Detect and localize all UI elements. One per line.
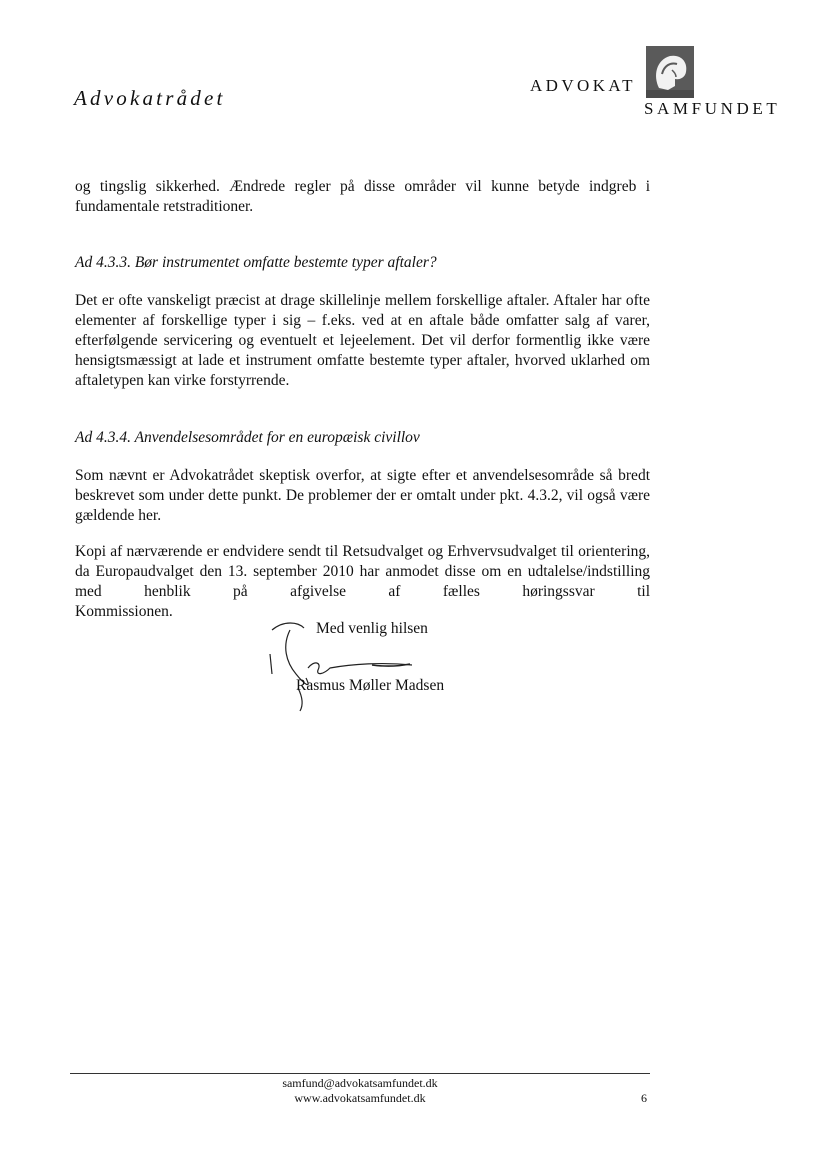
logo-word-samfundet: SAMFUNDET [644,99,781,118]
footer-website-link[interactable]: www.advokatsamfundet.dk [294,1091,426,1105]
section-paragraph-4-3-4: Som nævnt er Advokatrådet skeptisk overfor, at sigte efter et anvendelsesområde så bredt beskrevet som under dette punkt. De problemer der er omtalt under pkt. 4.3.2, vil også være gældende her. [75,467,650,524]
intro-paragraph: og tingslig sikkerhed. Ændrede regler på disse områder vil kunne betyde indgreb i fundamentale retstraditioner. [75,178,650,215]
logo-word-advokat: ADVOKAT [530,76,636,95]
page-number: 6 [641,1091,647,1105]
section-heading-4-3-4: Ad 4.3.4. Anvendelsesområdet for en europæisk civillov [75,429,420,446]
footer-divider [70,1073,650,1074]
footer-email-link[interactable]: samfund@advokatsamfundet.dk [282,1076,438,1090]
copy-paragraph-end: Kommissionen. [75,603,173,620]
closing-greeting: Med venlig hilsen [316,620,428,637]
helmet-emblem-icon [646,46,694,98]
signer-name: Rasmus Møller Madsen [296,677,445,694]
header-title: Advokatrådet [74,86,226,110]
advokatsamfundet-logo [530,46,800,126]
section-heading-4-3-3: Ad 4.3.3. Bør instrumentet omfatte bestemte typer aftaler? [75,254,437,271]
section-paragraph-4-3-3: Det er ofte vanskeligt præcist at drage skillelinje mellem forskellige aftaler. Aftaler har ofte elementer af forskellige typer i sig – f.eks. ved at en aftale både omfatter salg af varer, efterfølgende servicering og eventuelt et lejeelement. Det vil derfor formentlig ikke være hensigtsmæssigt at lade et instrument omfatte bestemte typer aftaler, hvorved uklarhed om aftaletypen kan virke forstyrrende. [75,292,650,389]
copy-paragraph [75,542,650,622]
copy-paragraph-main: Kopi af nærværende er endvidere sendt til Retsudvalget og Erhvervsudvalget til orientering, da Europaudvalget den 13. september 2010 har anmodet disse om en udtalelse/indstilling med henblik på afgivelse af fælles høringssvar til [75,543,650,600]
